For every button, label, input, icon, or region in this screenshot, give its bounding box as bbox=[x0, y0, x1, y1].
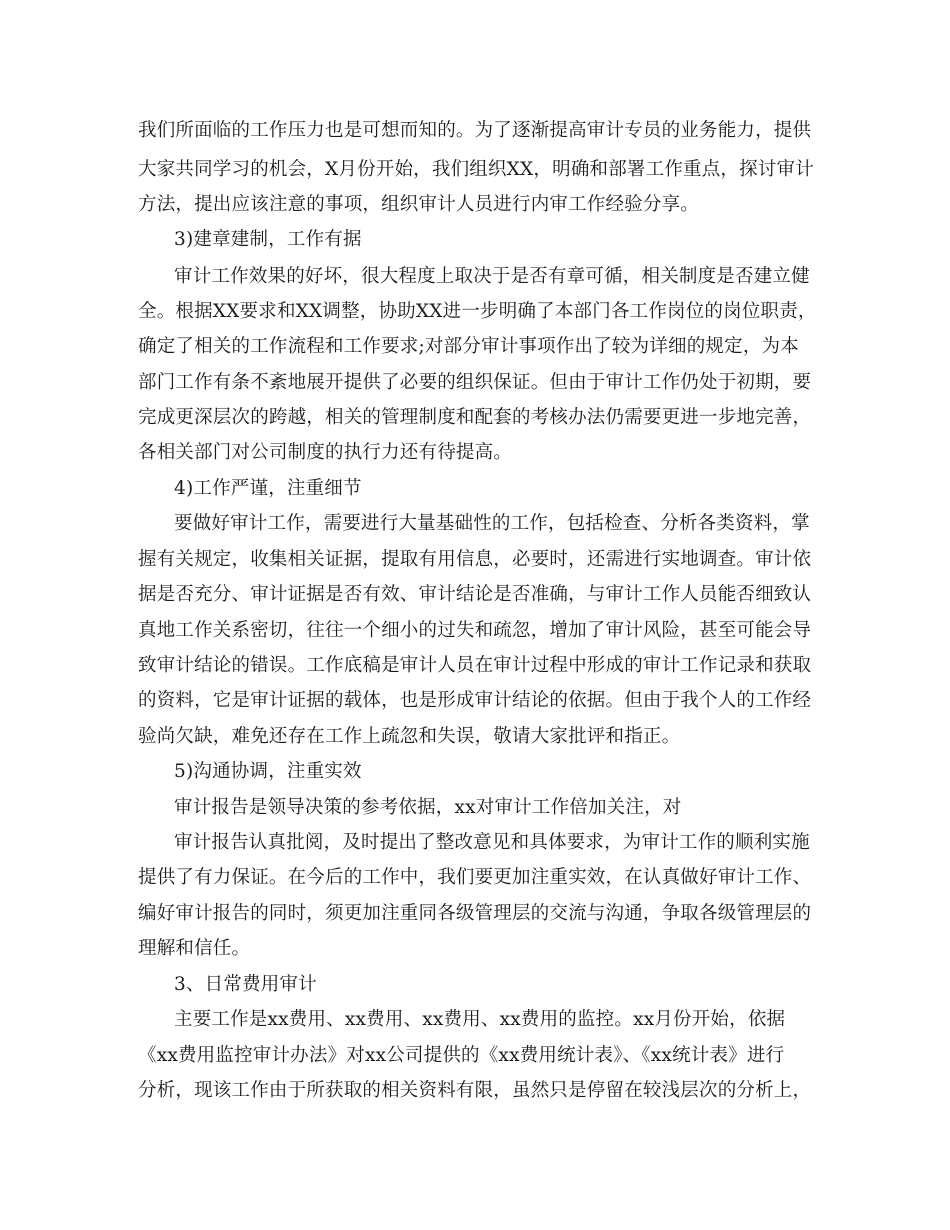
section-heading: 5)沟通协调，注重实效 bbox=[174, 761, 362, 782]
text-line: 要做好审计工作，需要进行大量基础性的工作，包括检查、分析各类资料，掌 bbox=[174, 513, 810, 534]
text-line: 审计报告认真批阅，及时提出了整改意见和具体要求，为审计工作的顺利实施 bbox=[174, 832, 810, 853]
text-line: 大家共同学习的机会，X月份开始，我们组织XX，明确和部署工作重点，探讨审计 bbox=[138, 159, 814, 180]
text-line: 方法，提出应该注意的事项，组织审计人员进行内审工作经验分享。 bbox=[138, 194, 700, 215]
text-line: 审计报告是领导决策的参考依据，xx对审计工作倍加关注，对 bbox=[174, 797, 682, 818]
text-line: 《xx费用监控审计办法》对xx公司提供的《xx费用统计表》、《xx统计表》进行 bbox=[138, 1045, 785, 1066]
text-line: 各相关部门对公司制度的执行力还有待提高。 bbox=[138, 442, 513, 463]
text-line: 理解和信任。 bbox=[138, 938, 251, 959]
text-line: 确定了相关的工作流程和工作要求;对部分审计事项作出了较为详细的规定，为本 bbox=[138, 336, 799, 357]
text-line: 致审计结论的错误。工作底稿是审计人员在审计过程中形成的审计工作记录和获取 bbox=[138, 655, 812, 676]
text-line: 完成更深层次的跨越，相关的管理制度和配套的考核办法仍需要更进一步地完善， bbox=[138, 407, 812, 428]
text-line: 分析，现该工作由于所获取的相关资料有限，虽然只是停留在较浅层次的分析上， bbox=[138, 1080, 812, 1101]
text-line: 据是否充分、审计证据是否有效、审计结论是否准确，与审计工作人员能否细致认 bbox=[138, 584, 812, 605]
text-line: 编好审计报告的同时，须更加注重同各级管理层的交流与沟通，争取各级管理层的 bbox=[138, 903, 812, 924]
text-line: 握有关规定，收集相关证据，提取有用信息，必要时，还需进行实地调查。审计依 bbox=[138, 549, 812, 570]
section-heading: 4)工作严谨，注重细节 bbox=[174, 478, 362, 499]
text-line: 部门工作有条不紊地展开提供了必要的组织保证。但由于审计工作仍处于初期，要 bbox=[138, 372, 812, 393]
text-line: 主要工作是xx费用、xx费用、xx费用、xx费用的监控。xx月份开始，依据 bbox=[174, 1009, 786, 1030]
text-line: 验尚欠缺，难免还存在工作上疏忽和失误，敬请大家批评和指正。 bbox=[138, 726, 681, 747]
text-line: 审计工作效果的好坏，很大程度上取决于是否有章可循，相关制度是否建立健 bbox=[174, 266, 810, 287]
section-heading: 3、日常费用审计 bbox=[174, 974, 317, 995]
text-line: 真地工作关系密切，往往一个细小的过失和疏忽，增加了审计风险，甚至可能会导 bbox=[138, 620, 812, 641]
text-line: 我们所面临的工作压力也是可想而知的。为了逐渐提高审计专员的业务能力，提供 bbox=[138, 120, 812, 141]
section-heading: 3)建章建制，工作有据 bbox=[174, 229, 362, 250]
text-line: 全。根据XX要求和XX调整，协助XX进一步明确了本部门各工作岗位的岗位职责， bbox=[138, 301, 817, 322]
text-line: 的资料，它是审计证据的载体，也是形成审计结论的依据。但由于我个人的工作经 bbox=[138, 690, 812, 711]
text-line: 提供了有力保证。在今后的工作中，我们要更加注重实效，在认真做好审计工作、 bbox=[138, 867, 812, 888]
